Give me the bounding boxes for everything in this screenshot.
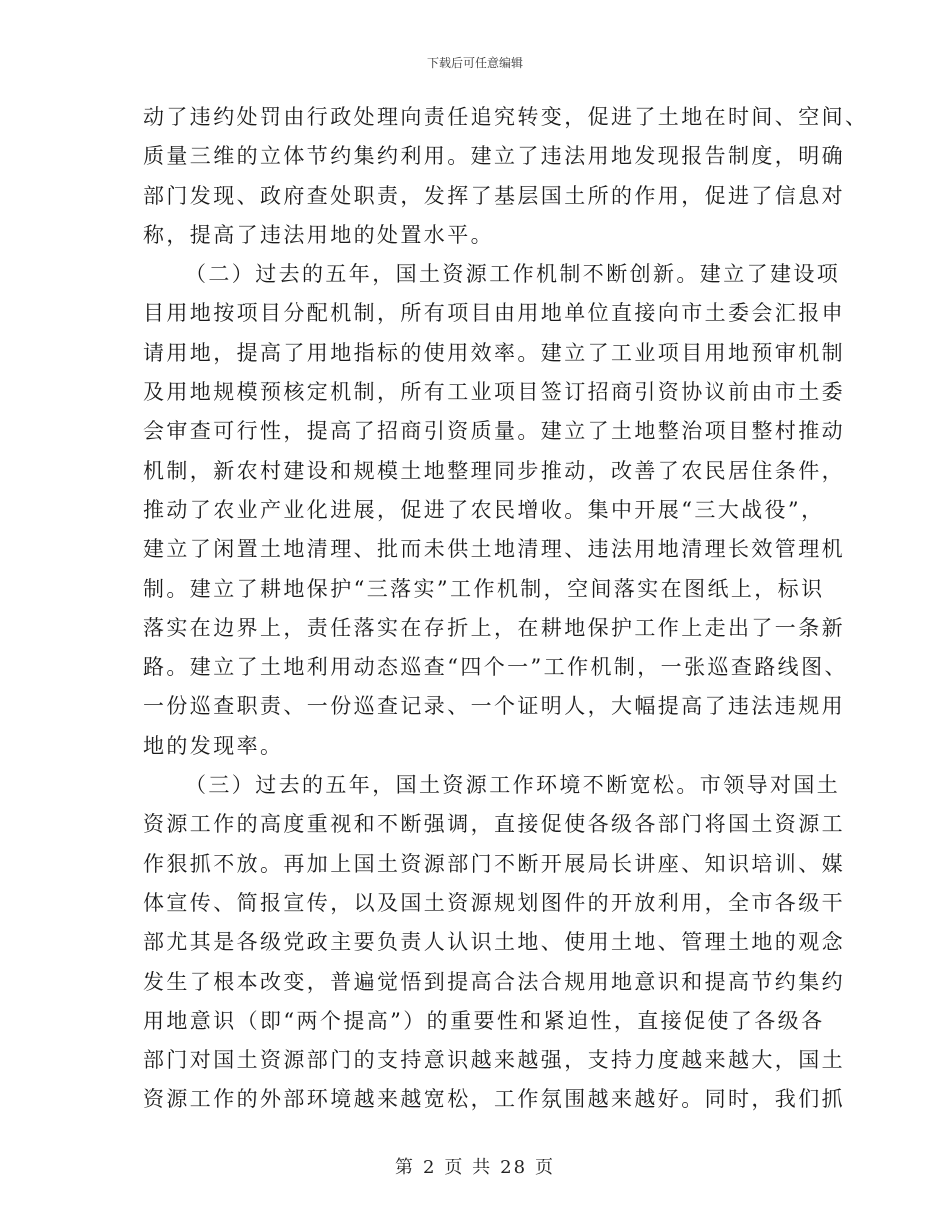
text-line: 动了违约处罚由行政处理向责任追究转变，促进了土地在时间、空间、 [143,105,869,129]
text-line: 称，提高了违法用地的处置水平。 [143,222,494,247]
text-line: 落实在边界上，责任落实在存折上，在耕地保护工作上走出了一条新 [143,615,845,640]
text-line: （二）过去的五年，国土资源工作机制不断创新。建立了建设项 [185,262,841,287]
footer-prefix: 第 [394,1157,415,1178]
text-line: 部门对国土资源部门的支持意识越来越强，支持力度越来越大，国土 [143,1048,845,1073]
text-line: 机制，新农村建设和规模土地整理同步推动，改善了农民居住条件， [143,458,845,483]
text-line: 资源工作的外部环境越来越宽松，工作氛围越来越好。同时，我们抓 [143,1087,845,1112]
text-line: 路。建立了土地利用动态巡查“四个一”工作机制，一张巡查路线图、 [143,655,848,680]
page-header: 下载后可任意编辑 [426,56,523,70]
text-line: 地的发现率。 [143,733,284,758]
text-line: 制。建立了耕地保护“三落实”工作机制，空间落实在图纸上，标识 [143,576,825,601]
text-line: 会审查可行性，提高了招商引资质量。建立了土地整治项目整村推动 [143,419,845,444]
footer-suffix: 页 [535,1157,556,1178]
text-line: 发生了根本改变，普遍觉悟到提高合法合规用地意识和提高节约集约 [143,969,845,994]
text-line: 目用地按项目分配机制，所有项目由用地单位直接向市土委会汇报申 [143,301,845,326]
footer-total-pages: 28 [500,1157,528,1178]
text-line: 部门发现、政府查处职责，发挥了基层国土所的作用，促进了信息对 [143,183,845,208]
text-line: 及用地规模预核定机制，所有工业项目签订招商引资协议前由市土委 [143,380,845,405]
page-footer [0,1153,950,1179]
text-line: 质量三维的立体节约集约利用。建立了违法用地发现报告制度，明确 [143,144,845,169]
text-line: （三）过去的五年，国土资源工作环境不断宽松。市领导对国土 [185,773,841,798]
text-line: 体宣传、简报宣传，以及国土资源规划图件的开放利用，全市各级干 [143,890,845,915]
document-body [143,98,869,1120]
text-line: 推动了农业产业化进展，促进了农民增收。集中开展“三大战役”， [143,497,825,522]
text-line: 作狠抓不放。再加上国土资源部门不断开展局长讲座、知识培训、媒 [143,851,845,876]
text-line: 请用地，提高了用地指标的使用效率。建立了工业项目用地预审机制 [143,340,845,365]
text-line: 用地意识（即“两个提高”）的重要性和紧迫性，直接促使了各级各 [143,1008,825,1033]
footer-page-number: 2 [422,1157,437,1178]
text-line: 建立了闲置土地清理、批而未供土地清理、违法用地清理长效管理机 [143,537,845,562]
text-line: 部尤其是各级党政主要负责人认识土地、使用土地、管理土地的观念 [143,930,845,955]
footer-middle: 页 共 [444,1157,493,1178]
text-line: 一份巡查职责、一份巡查记录、一个证明人，大幅提高了违法违规用 [143,694,845,719]
text-line: 资源工作的高度重视和不断强调，直接促使各级各部门将国土资源工 [143,812,845,837]
